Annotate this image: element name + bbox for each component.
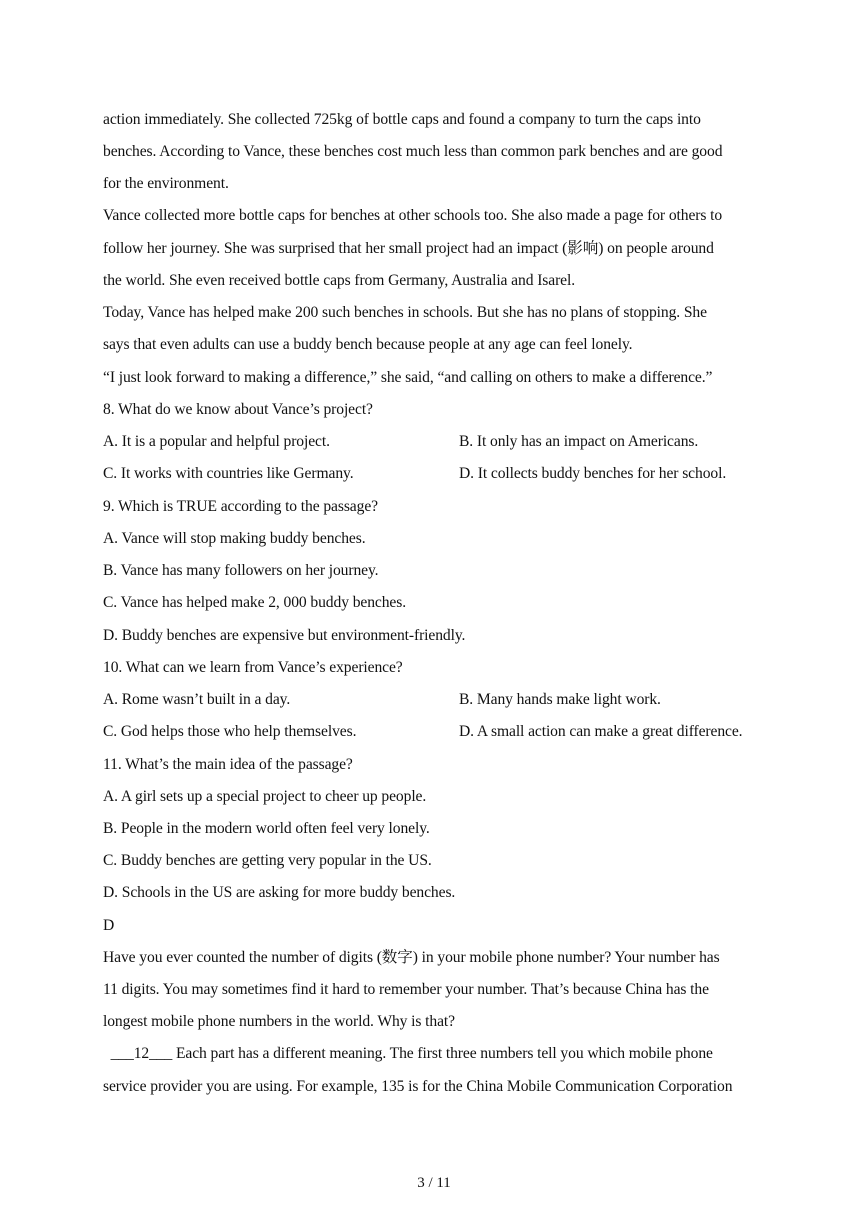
question-8-option-b: B. It only has an impact on Americans. (459, 433, 699, 450)
passage-d-line-2: 11 digits. You may sometimes find it hard to remember your number. That’s because China has the (103, 981, 709, 998)
passage-d-line-1: Have you ever counted the number of digits (数字) in your mobile phone number? Your number has (103, 949, 720, 966)
question-8-option-a: A. It is a popular and helpful project. (103, 433, 330, 450)
question-10-stem: 10. What can we learn from Vance’s experience? (103, 659, 403, 676)
passage-c-line-3: for the environment. (103, 175, 229, 192)
question-8-option-d: D. It collects buddy benches for her school. (459, 465, 727, 482)
passage-c-line-1: action immediately. She collected 725kg of bottle caps and found a company to turn the caps into (103, 111, 701, 128)
question-11-stem: 11. What’s the main idea of the passage? (103, 756, 353, 773)
passage-c-line-4: Vance collected more bottle caps for benches at other schools too. She also made a page for others to (103, 207, 723, 224)
passage-d-line-4: ___12___ Each part has a different meaning. The first three numbers tell you which mobile phone (103, 1045, 713, 1062)
passage-c-line-5: follow her journey. She was surprised that her small project had an impact (影响) on people around (103, 240, 714, 257)
passage-d-line-3: longest mobile phone numbers in the world. Why is that? (103, 1013, 455, 1030)
question-11-option-c: C. Buddy benches are getting very popular in the US. (103, 852, 432, 869)
passage-d-line-5: service provider you are using. For example, 135 is for the China Mobile Communication Corporation (103, 1078, 733, 1095)
question-10-option-c: C. God helps those who help themselves. (103, 723, 357, 740)
passage-c-line-7: Today, Vance has helped make 200 such benches in schools. But she has no plans of stopping. She (103, 304, 707, 321)
question-9-option-d: D. Buddy benches are expensive but environment-friendly. (103, 627, 466, 644)
passage-c-line-8: says that even adults can use a buddy bench because people at any age can feel lonely. (103, 336, 633, 353)
passage-c-line-9: “I just look forward to making a difference,” she said, “and calling on others to make a difference.” (103, 369, 713, 386)
question-10-option-b: B. Many hands make light work. (459, 691, 661, 708)
question-9-option-c: C. Vance has helped make 2, 000 buddy benches. (103, 594, 407, 611)
question-10-option-a: A. Rome wasn’t built in a day. (103, 691, 291, 708)
question-8-stem: 8. What do we know about Vance’s project? (103, 401, 373, 418)
question-11-option-d: D. Schools in the US are asking for more buddy benches. (103, 884, 456, 901)
question-11-option-a: A. A girl sets up a special project to cheer up people. (103, 788, 427, 805)
passage-d-heading: D (103, 917, 115, 934)
question-8-option-c: C. It works with countries like Germany. (103, 465, 354, 482)
question-9-option-b: B. Vance has many followers on her journey. (103, 562, 379, 579)
question-11-option-b: B. People in the modern world often feel very lonely. (103, 820, 430, 837)
passage-c-line-6: the world. She even received bottle caps from Germany, Australia and Isarel. (103, 272, 576, 289)
question-9-option-a: A. Vance will stop making buddy benches. (103, 530, 366, 547)
page-number: 3 / 11 (417, 1175, 451, 1191)
question-9-stem: 9. Which is TRUE according to the passage? (103, 498, 378, 515)
passage-c-line-2: benches. According to Vance, these benches cost much less than common park benches and are good (103, 143, 723, 160)
question-10-option-d: D. A small action can make a great difference. (459, 723, 743, 740)
